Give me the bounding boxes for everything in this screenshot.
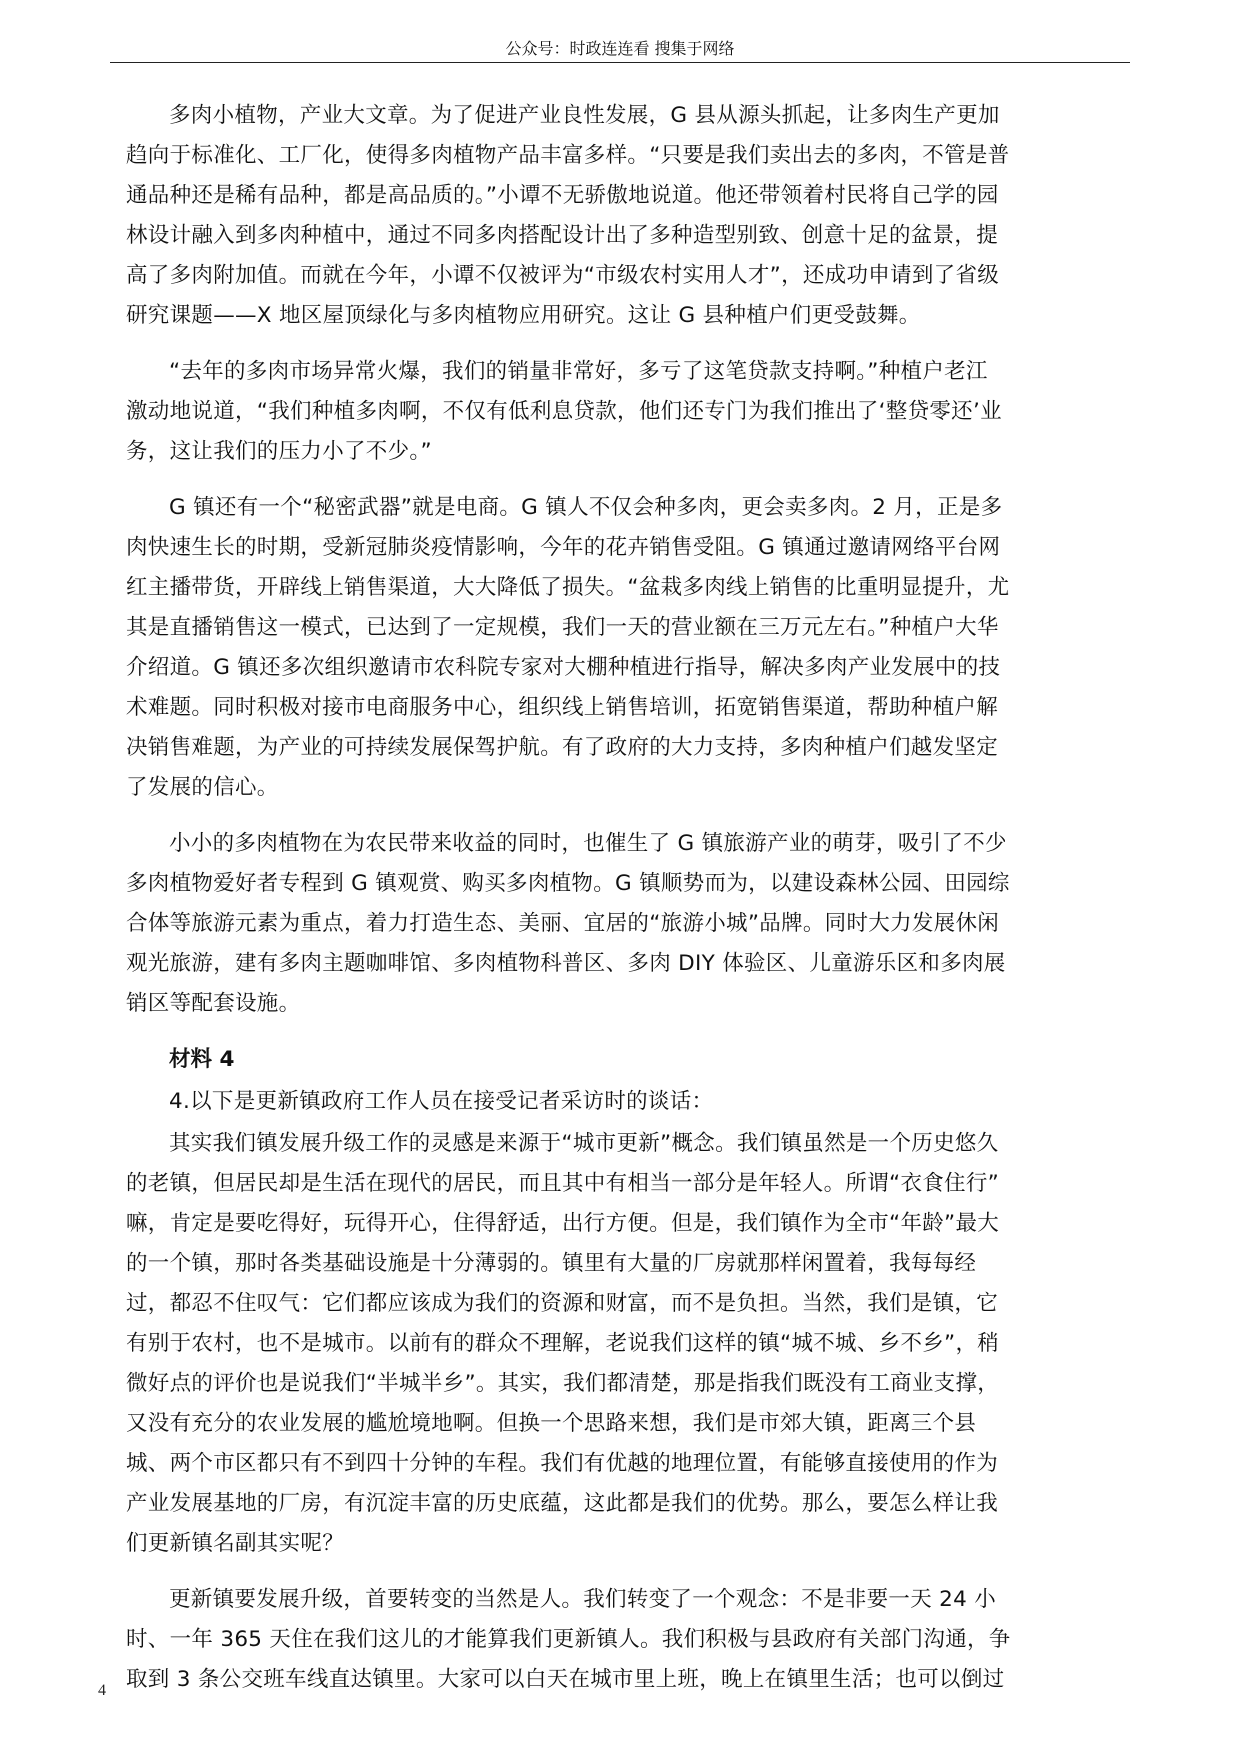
paragraph-ecommerce (126, 488, 1114, 808)
text-line: 多肉植物爱好者专程到 G 镇观赏、购买多肉植物。G 镇顺势而为，以建设森林公园、田园综 (126, 871, 1010, 896)
text-line: 的老镇，但居民却是生活在现代的居民，而且其中有相当一部分是年轻人。所谓“衣食住行” (126, 1171, 1000, 1196)
text-line: 合体等旅游元素为重点，着力打造生态、美丽、宜居的“旅游小城”品牌。同时大力发展休闲 (126, 911, 1000, 936)
paragraph-tourism (126, 824, 1114, 1024)
paragraph-urban-renewal (126, 1124, 1114, 1564)
text-line: 多肉小植物，产业大文章。为了促进产业良性发展，G 县从源头抓起，让多肉生产更加 (169, 103, 1000, 128)
text-line: 介绍道。G 镇还多次组织邀请市农科院专家对大棚种植进行指导，解决多肉产业发展中的技 (126, 655, 1001, 680)
text-line: 其是直播销售这一模式，已达到了一定规模，我们一天的营业额在三万元左右。”种植户大华 (126, 615, 999, 640)
text-line: 的一个镇，那时各类基础设施是十分薄弱的。镇里有大量的厂房就那样闲置着，我每每经 (126, 1251, 977, 1276)
text-line: 有别于农村，也不是城市。以前有的群众不理解，老说我们这样的镇“城不城、乡不乡”，稍 (126, 1331, 1000, 1356)
text-line: “去年的多肉市场异常火爆，我们的销量非常好，多亏了这笔贷款支持啊。”种植户老江 (169, 359, 988, 384)
text-line: 红主播带货，开辟线上销售渠道，大大降低了损失。“盆栽多肉线上销售的比重明显提升，尤 (126, 575, 1010, 600)
text-line: 高了多肉附加值。而就在今年，小谭不仅被评为“市级农村实用人才”，还成功申请到了省级 (126, 263, 1000, 288)
paragraph-succulent-industry (126, 96, 1114, 336)
text-line: 们更新镇名副其实呢？ (126, 1531, 345, 1556)
text-line: 观光旅游，建有多肉主题咖啡馆、多肉植物科普区、多肉 DIY 体验区、儿童游乐区和多肉展 (126, 951, 1006, 976)
text-line: 微好点的评价也是说我们“半城半乡”。其实，我们都清楚，那是指我们既没有工商业支撑， (126, 1371, 1000, 1396)
text-line: 产业发展基地的厂房，有沉淀丰富的历史底蕴，这此都是我们的优势。那么，要怎么样让我 (126, 1491, 999, 1516)
paragraph-loan-support (126, 352, 1114, 472)
text-line: G 镇还有一个“秘密武器”就是电商。G 镇人不仅会种多肉，更会卖多肉。2 月，正是多 (169, 495, 1003, 520)
text-line: 小小的多肉植物在为农民带来收益的同时，也催生了 G 镇旅游产业的萌芽，吸引了不少 (169, 831, 1007, 856)
page-header: 公众号：时政连连看 搜集于网络 (505, 39, 735, 58)
paragraph-interview-intro (126, 1082, 1114, 1122)
paragraph-people-transformation (126, 1580, 1114, 1700)
text-line: 其实我们镇发展升级工作的灵感是来源于“城市更新”概念。我们镇虽然是一个历史悠久 (169, 1131, 999, 1156)
text-line: 4.以下是更新镇政府工作人员在接受记者采访时的谈话： (169, 1089, 714, 1114)
text-line: 激动地说道，“我们种植多肉啊，不仅有低利息贷款，他们还专门为我们推出了‘整贷零还’业 (126, 399, 1002, 424)
page-number: 4 (98, 1682, 106, 1699)
text-line: 肉快速生长的时期，受新冠肺炎疫情影响，今年的花卉销售受阻。G 镇通过邀请网络平台网 (126, 535, 1001, 560)
text-line: 城、两个市区都只有不到四十分钟的车程。我们有优越的地理位置，有能够直接使用的作为 (126, 1451, 999, 1476)
document-body (126, 96, 1114, 1700)
section-heading-material-4: 材料 4 (169, 1047, 235, 1072)
text-line: 时、一年 365 天住在我们这儿的才能算我们更新镇人。我们积极与县政府有关部门沟通，争 (126, 1627, 1011, 1652)
text-line: 通品种还是稀有品种，都是高品质的。”小谭不无骄傲地说道。他还带领着村民将自己学的园 (126, 183, 999, 208)
text-line: 销区等配套设施。 (126, 991, 301, 1016)
text-line: 过，都忍不住叹气：它们都应该成为我们的资源和财富，而不是负担。当然，我们是镇，它 (126, 1291, 999, 1316)
text-line: 林设计融入到多肉种植中，通过不同多肉搭配设计出了多种造型别致、创意十足的盆景，提 (126, 223, 999, 248)
text-line: 更新镇要发展升级，首要转变的当然是人。我们转变了一个观念：不是非要一天 24 小 (169, 1587, 997, 1612)
text-line: 取到 3 条公交班车线直达镇里。大家可以白天在城市里上班，晚上在镇里生活；也可以倒过 (126, 1667, 1005, 1692)
text-line: 趋向于标准化、工厂化，使得多肉植物产品丰富多样。“只要是我们卖出去的多肉，不管是普 (126, 143, 1010, 168)
text-line: 又没有充分的农业发展的尴尬境地啊。但换一个思路来想，我们是市郊大镇，距离三个县 (126, 1411, 977, 1436)
text-line: 了发展的信心。 (126, 775, 279, 800)
header-divider (110, 62, 1130, 63)
text-line: 嘛，肯定是要吃得好，玩得开心，住得舒适，出行方便。但是，我们镇作为全市“年龄”最大 (126, 1211, 1000, 1236)
text-line: 务，这让我们的压力小了不少。” (126, 439, 432, 464)
text-line: 决销售难题，为产业的可持续发展保驾护航。有了政府的大力支持，多肉种植户们越发坚定 (126, 735, 999, 760)
text-line: 研究课题——X 地区屋顶绿化与多肉植物应用研究。这让 G 县种植户们更受鼓舞。 (126, 303, 921, 328)
text-line: 术难题。同时积极对接市电商服务中心，组织线上销售培训，拓宽销售渠道，帮助种植户解 (126, 695, 999, 720)
